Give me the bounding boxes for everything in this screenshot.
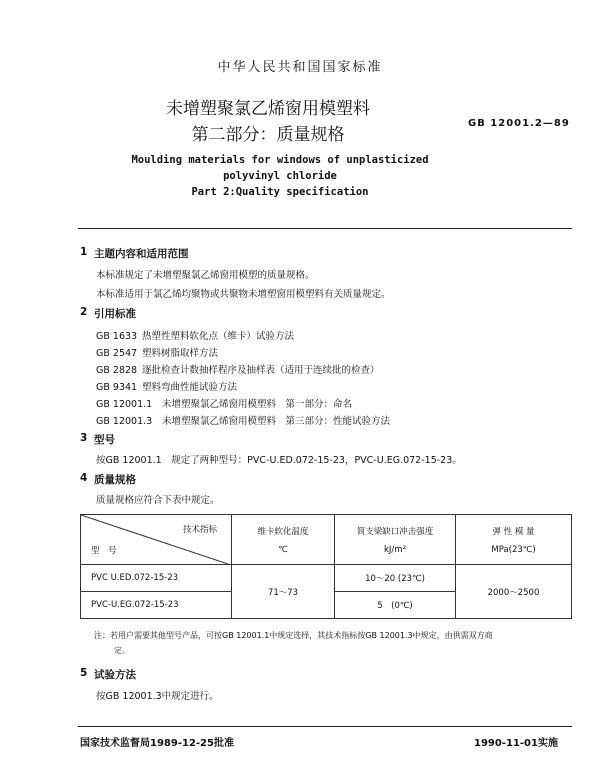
- corner-label-top: 技术指标: [182, 525, 217, 535]
- vicat-value: 71～73: [232, 565, 335, 619]
- section-1-title: 主题内容和适用范围: [94, 248, 189, 260]
- footer-divider: [78, 726, 572, 727]
- header-vicat: [232, 515, 335, 565]
- section-1-number: 1: [80, 246, 88, 258]
- country-standard-header: 中华人民共和国国家标准: [217, 60, 383, 75]
- reference-text: 塑料树脂取样方法: [142, 348, 219, 359]
- header-divider: [78, 228, 572, 229]
- reference-item: [96, 362, 380, 376]
- table-corner-cell: [81, 515, 232, 565]
- reference-text: 塑料弯曲性能试验方法: [142, 382, 238, 393]
- title-english-line1: Moulding materials for windows of unplasticized: [131, 154, 429, 166]
- section-5-para: 按GB 12001.3中规定进行。: [96, 691, 219, 702]
- reference-text: 未增塑聚氯乙烯窗用模塑料 第一部分：命名: [162, 399, 353, 410]
- title-english-line2: polyvinyl chloride: [223, 170, 337, 182]
- reference-code: GB 2828: [96, 365, 138, 376]
- title-english-line3: Part 2:Quality specification: [191, 186, 369, 198]
- header-modulus: [456, 515, 572, 565]
- section-5-title: 试验方法: [94, 669, 136, 681]
- reference-code: GB 12001.3: [96, 416, 153, 427]
- reference-item: [96, 345, 218, 359]
- approval-date: 国家技术监督局1989-12-25批准: [80, 738, 234, 749]
- header-modulus-title: 弹 性 模 量: [492, 526, 535, 537]
- reference-text: 热塑性塑料软化点（维卡）试验方法: [142, 331, 295, 342]
- header-impact: [335, 515, 456, 565]
- header-modulus-unit: MPa(23℃): [491, 544, 536, 555]
- header-vicat-title: 维卡软化温度: [257, 526, 309, 537]
- table-note-line2: 定。: [114, 646, 130, 655]
- reference-text: 逐批检查计数抽样程序及抽样表（适用于连续批的检查）: [142, 365, 380, 376]
- title-chinese-line1: 未增塑聚氯乙烯窗用模塑料: [166, 99, 370, 119]
- section-2-number: 2: [80, 306, 88, 318]
- table-row: [81, 565, 572, 592]
- section-1-para-2: 本标准适用于氯乙烯均聚物或共聚物未增塑窗用模塑料有关质量规定。: [96, 289, 391, 300]
- section-3-title: 型号: [94, 434, 115, 446]
- model-cell: PVC-U.EG.072-15-23: [81, 592, 232, 619]
- reference-code: GB 9341: [96, 382, 138, 393]
- table-note-line1: 注：若用户需要其他型号产品，可按GB 12001.1中规定选择，其技术指标按GB 12001.3中规定，由供需双方商: [94, 631, 493, 640]
- standard-code: GB 12001.2—89: [468, 118, 570, 129]
- reference-code: GB 2547: [96, 348, 138, 359]
- model-cell: PVC U.ED.072-15-23: [81, 565, 232, 592]
- reference-item: [96, 328, 294, 342]
- modulus-value: 2000～2500: [456, 565, 572, 619]
- section-4-number: 4: [80, 472, 88, 484]
- reference-code: GB 12001.1: [96, 399, 153, 410]
- implementation-date: 1990-11-01实施: [474, 738, 558, 749]
- section-3-para: 按GB 12001.1 规定了两种型号：PVC-U.ED.072-15-23，PVC-U.EG.072-15-23。: [96, 455, 462, 466]
- impact-cell: 5 (0℃): [335, 592, 456, 619]
- section-4-title: 质量规格: [94, 474, 136, 486]
- header-impact-unit: kJ/m²: [384, 544, 406, 555]
- header-impact-title: 简支梁缺口冲击强度: [356, 526, 434, 537]
- section-5-number: 5: [80, 667, 88, 679]
- reference-item: [96, 413, 390, 427]
- reference-item: [96, 379, 237, 393]
- reference-code: GB 1633: [96, 331, 138, 342]
- impact-cell: 10～20 (23℃): [335, 565, 456, 592]
- section-2-title: 引用标准: [94, 308, 136, 320]
- title-chinese-line2: 第二部分：质量规格: [191, 125, 345, 145]
- reference-text: 未增塑聚氯乙烯窗用模塑料 第三部分：性能试验方法: [162, 416, 391, 427]
- section-3-number: 3: [80, 432, 88, 444]
- reference-item: [96, 396, 352, 410]
- quality-spec-table: [80, 514, 572, 619]
- section-1-para-1: 本标准规定了未增塑聚氯乙烯窗用模塑的质量规格。: [96, 270, 315, 281]
- header-vicat-unit: ℃: [278, 544, 288, 555]
- section-4-para: 质量规格应符合下表中规定。: [96, 495, 220, 506]
- corner-label-bottom: 型 号: [91, 546, 117, 556]
